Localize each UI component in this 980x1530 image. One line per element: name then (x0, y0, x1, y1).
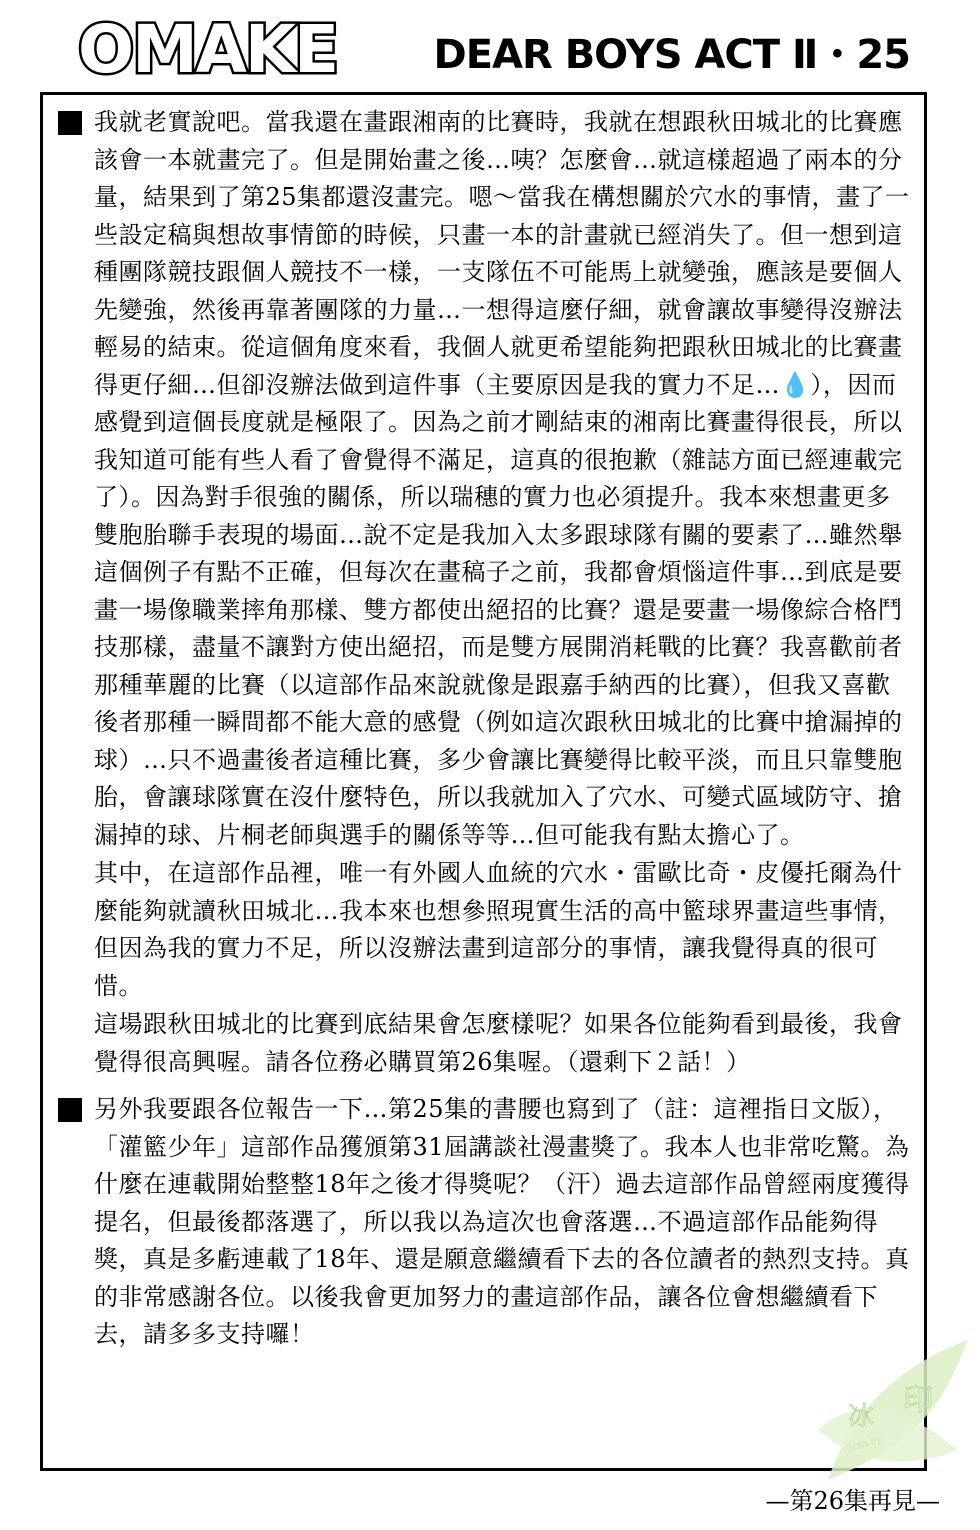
paragraph-1 (94, 104, 914, 854)
paragraph-3 (94, 1006, 914, 1081)
omake-logo: OMAKE (78, 11, 338, 88)
bullet-square-icon (58, 111, 82, 135)
leaf-watermark-icon (808, 1330, 980, 1490)
paragraph-3-text: 這場跟秋田城北的比賽到底結果會怎麼樣呢？如果各位能夠看到最後，我會覺得很高興喔。請各位務必購買第26集喔。（還剩下２話！） (94, 1010, 903, 1076)
watermark-credit: Scan by (845, 1434, 883, 1455)
paragraph-2 (94, 855, 914, 1005)
watermark-seal-char-1: 冰 (848, 1402, 875, 1432)
watermark-seal-char-2: 印 (903, 1383, 933, 1418)
bullet-square-icon (58, 1098, 82, 1122)
paragraph-1-text: 我就老實說吧。當我還在畫跟湘南的比賽時，我就在想跟秋田城北的比賽應該會一本就畫完了。但是開始畫之後…咦？怎麼會…就這樣超過了兩本的分量，結果到了第25集都還沒畫完。嗯～當我在構想關於穴水的事情，畫了一些設定稿與想故事情節的時候，只畫一本的計畫就已經消失了。但一想到這種團隊競技跟個人競技不一樣，一支隊伍不可能馬上就變強，應該是要個人先變強，然後再靠著團隊的力量…一想得這麼仔細，就會讓故事變得沒辦法輕易的結束。從這個角度來看，我個人就更希望能夠把跟秋田城北的比賽畫得更仔細…但卻沒辦法做到這件事（主要原因是我的實力不足…💧），因而感覺到這個長度就是極限了。因為之前才剛結束的湘南比賽畫得很長，所以我知道可能有些人看了會覺得不滿足，這真的很抱歉（雜誌方面已經連載完了）。因為對手很強的關係，所以瑞穗的實力也必須提升。我本來想畫更多雙胞胎聯手表現的場面…說不定是我加入太多跟球隊有關的要素了…雖然舉這個例子有點不正確，但每次在畫稿子之前，我都會煩惱這件事…到底是要畫一場像職業摔角那樣、雙方都使出絕招的比賽？還是要畫一場像綜合格鬥技那樣，盡量不讓對方使出絕招，而是雙方展開消耗戰的比賽？我喜歡前者那種華麗的比賽（以這部作品來說就像是跟嘉手納西的比賽），但我又喜歡後者那種一瞬間都不能大意的感覺（例如這次跟秋田城北的比賽中搶漏掉的球）…只不過畫後者這種比賽，多少會讓比賽變得比較平淡，而且只靠雙胞胎，會讓球隊實在沒什麼特色，所以我就加入了穴水、可變式區域防守、搶漏掉的球、片桐老師與選手的關係等等…但可能我有點太擔心了。 (94, 108, 910, 849)
afterword-text (94, 104, 914, 1354)
paragraph-2-text: 其中，在這部作品裡，唯一有外國人血統的穴水・雷歐比奇・皮優托爾為什麼能夠就讀秋田城北…我本來也想參照現實生活的高中籃球界畫這些事情，但因為我的實力不足，所以沒辦法畫到這部分的事情，讓我覺得真的很可惜。 (94, 859, 903, 1000)
paragraph-4-text: 另外我要跟各位報告一下…第25集的書腰也寫到了（註：這裡指日文版），「灌籃少年」這部作品獲頒第31屆講談社漫畫獎了。我本人也非常吃驚。為什麼在連載開始整整18年之後才得獎呢？（汗）過去這部作品曾經兩度獲得提名，但最後都落選了，所以我以為這次也會落選…不過這部作品能夠得獎，真是多虧連載了18年、還是願意繼續看下去的各位讀者的熱烈支持。真的非常感謝各位。以後我會更加努力的畫這部作品，讓各位會想繼續看下去，請多多支持囉！ (94, 1095, 910, 1348)
paragraph-4 (94, 1091, 914, 1354)
closing-line: —第26集再見— (765, 1487, 940, 1515)
series-title: DEAR BOYS ACT Ⅱ・25 (433, 32, 910, 78)
